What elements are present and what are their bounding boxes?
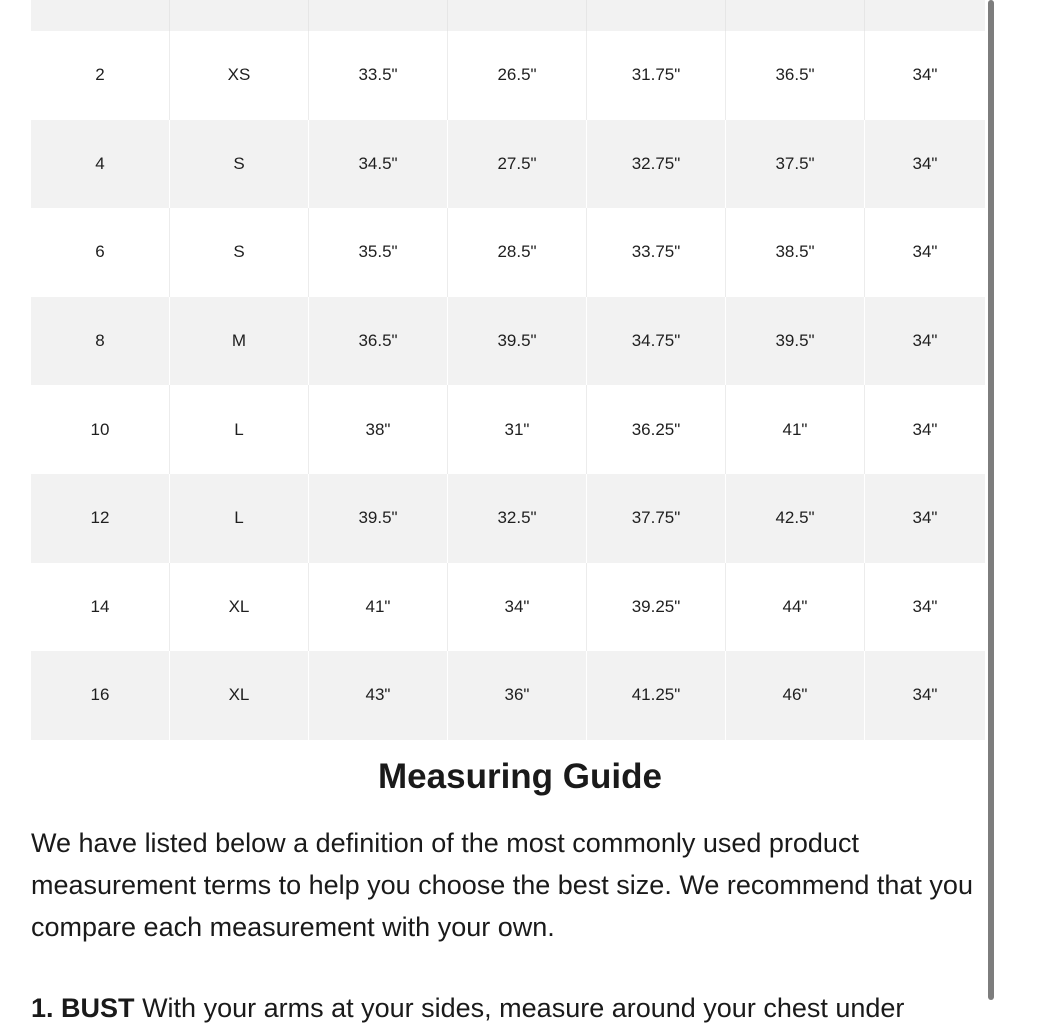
table-cell: 38" <box>309 385 448 474</box>
table-cell: 36.5" <box>309 297 448 386</box>
table-cell-us-size: 12 <box>31 474 170 563</box>
table-cell: 34" <box>448 563 587 652</box>
table-cell <box>587 0 726 31</box>
scrollbar[interactable] <box>988 0 994 1000</box>
table-cell: 44" <box>726 563 865 652</box>
table-row-partial <box>31 0 985 31</box>
table-row <box>31 208 985 297</box>
table-cell: 39.5" <box>448 297 587 386</box>
table-cell: 31" <box>448 385 587 474</box>
table-cell-size: S <box>170 120 309 209</box>
table-cell: 33.75" <box>587 208 726 297</box>
table-cell: 36.5" <box>726 31 865 120</box>
table-cell: 27.5" <box>448 120 587 209</box>
table-cell <box>31 0 170 31</box>
table-cell <box>170 0 309 31</box>
table-row <box>31 563 985 652</box>
table-cell: 36" <box>448 651 587 740</box>
table-cell: 26.5" <box>448 31 587 120</box>
table-cell <box>865 0 985 31</box>
table-cell: 37.5" <box>726 120 865 209</box>
table-cell: 31.75" <box>587 31 726 120</box>
table-cell: 32.5" <box>448 474 587 563</box>
table-cell-us-size: 8 <box>31 297 170 386</box>
item-number: 1. <box>31 993 54 1023</box>
table-cell-size: L <box>170 385 309 474</box>
table-cell: 34" <box>912 65 938 85</box>
table-row <box>31 31 985 120</box>
table-cell: 36.25" <box>587 385 726 474</box>
table-cell-size: L <box>170 474 309 563</box>
table-cell: 39.5" <box>726 297 865 386</box>
table-cell: 41.25" <box>587 651 726 740</box>
table-cell: 41" <box>309 563 448 652</box>
size-chart-table <box>31 0 985 740</box>
table-cell-size: XL <box>170 563 309 652</box>
table-cell: 34.75" <box>587 297 726 386</box>
table-cell: 34" <box>912 242 938 262</box>
table-cell: 34" <box>912 596 938 616</box>
table-cell-size: M <box>170 297 309 386</box>
table-cell: 28.5" <box>448 208 587 297</box>
table-row <box>31 651 985 740</box>
measuring-guide-title: Measuring Guide <box>378 757 662 796</box>
table-cell-us-size: 16 <box>31 651 170 740</box>
table-cell: 34" <box>912 153 938 173</box>
table-cell: 46" <box>726 651 865 740</box>
table-cell: 34" <box>912 685 938 705</box>
measuring-guide-item-bust <box>31 987 981 1029</box>
table-cell: 37.75" <box>587 474 726 563</box>
table-cell: 34" <box>912 331 938 351</box>
table-cell: 35.5" <box>309 208 448 297</box>
table-cell: 32.75" <box>587 120 726 209</box>
table-cell: 38.5" <box>726 208 865 297</box>
table-cell: 39.5" <box>309 474 448 563</box>
item-label: BUST <box>61 993 135 1023</box>
table-row <box>31 474 985 563</box>
item-text: With your arms at your sides, measure around your chest under <box>142 993 905 1023</box>
table-cell-size: S <box>170 208 309 297</box>
table-row <box>31 297 985 386</box>
table-cell <box>309 0 448 31</box>
table-cell-us-size: 6 <box>31 208 170 297</box>
table-cell-us-size: 14 <box>31 563 170 652</box>
table-cell-size: XS <box>170 31 309 120</box>
table-cell: 34" <box>912 419 938 439</box>
table-cell <box>726 0 865 31</box>
table-row <box>31 120 985 209</box>
table-cell: 39.25" <box>587 563 726 652</box>
measuring-guide-intro: We have listed below a definition of the most commonly used product measurement terms to help you choose the best size. We recommend that you compare each measurement with your own. <box>31 828 973 942</box>
table-cell: 33.5" <box>309 31 448 120</box>
table-cell-us-size: 2 <box>31 31 170 120</box>
table-cell: 34" <box>912 508 938 528</box>
table-cell-size: XL <box>170 651 309 740</box>
table-cell: 43" <box>309 651 448 740</box>
table-cell: 42.5" <box>726 474 865 563</box>
table-cell: 34.5" <box>309 120 448 209</box>
table-row <box>31 385 985 474</box>
table-cell <box>448 0 587 31</box>
table-cell: 41" <box>726 385 865 474</box>
table-cell-us-size: 10 <box>31 385 170 474</box>
table-cell-us-size: 4 <box>31 120 170 209</box>
